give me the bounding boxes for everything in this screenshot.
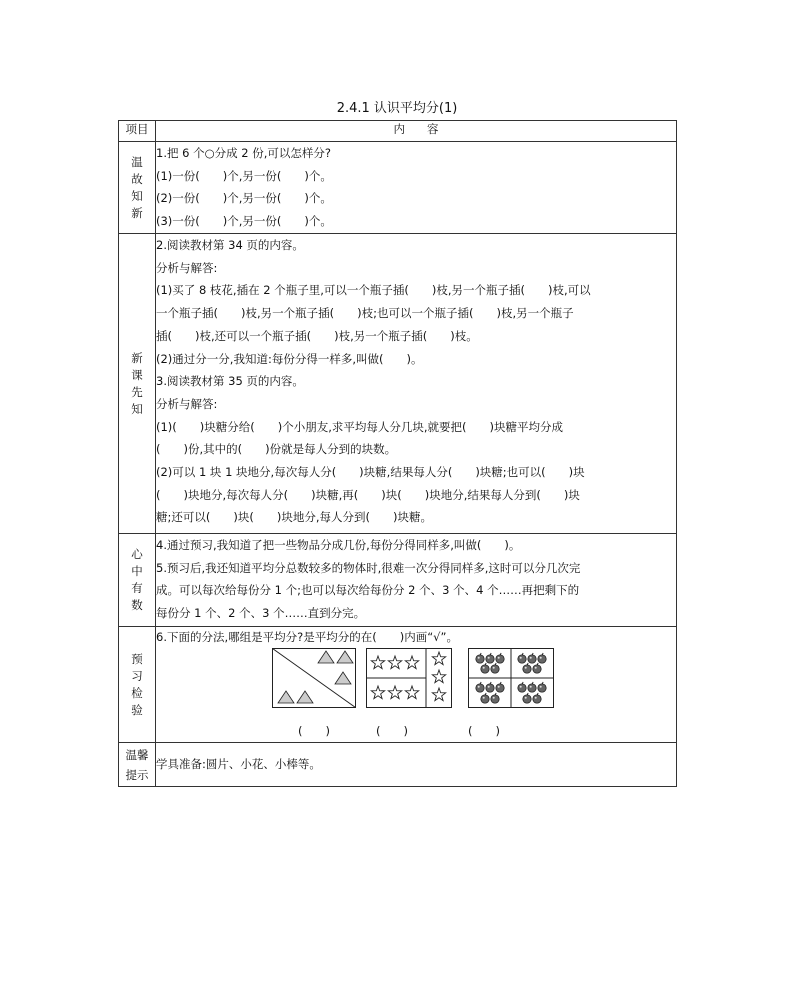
section-label: 新课先知 [131,350,143,416]
text-line: 学具准备:圆片、小花、小棒等。 [156,757,321,772]
section-label: 预习检验 [131,651,143,717]
text-line: 3.阅读教材第 35 页的内容。 [156,374,304,389]
section-label: 温馨提示 [125,747,149,782]
text-line: 分析与解答: [156,260,218,275]
section-check [119,627,677,743]
section-label: 温故知新 [131,154,143,220]
text-line: ( )块地分,每次每人分( )块糖,再( )块( )块地分,结果每人分到( )块 [156,487,580,502]
table-header-row [119,121,677,142]
text-line: 2.阅读教材第 34 页的内容。 [156,238,304,252]
text-line: 一个瓶子插( )枝,另一个瓶子插( )枝;也可以一个瓶子插( )枝,另一个瓶子 [156,306,574,321]
answer-blank-2[interactable]: ( ) [376,724,408,738]
text-line: 分析与解答: [156,396,218,411]
text-line: 每份分 1 个、2 个、3 个……直到分完。 [156,606,366,621]
text-line: 1.把 6 个○分成 2 份,可以怎样分? [156,146,332,160]
section-summary [119,534,677,627]
text-line: (3)一份( )个,另一份( )个。 [156,214,332,229]
section-label: 心中有数 [131,547,143,612]
text-line: (1)买了 8 枝花,插在 2 个瓶子里,可以一个瓶子插( )枝,另一个瓶子插( )枝,可以 [156,283,591,298]
text-line: 6.下面的分法,哪组是平均分?是平均分的在( )内画“√”。 [156,630,458,644]
text-line: 4.通过预习,我知道了把一些物品分成几份,每份分得同样多,叫做( )。 [156,538,521,552]
header-content-label: 内容 [156,121,677,142]
page-title: 2.4.1 认识平均分(1) [336,101,458,116]
text-line: 成。可以每次给每份分 1 个;也可以每次给每份分 2 个、3 个、4 个……再把剩下的 [156,583,580,598]
text-line: (2)一份( )个,另一份( )个。 [156,191,332,206]
text-line: 插( )枝,还可以一个瓶子插( )枝,另一个瓶子插( )枝。 [156,328,478,343]
text-line: ( )份,其中的( )份就是每人分到的块数。 [156,442,397,457]
triangles-figure [272,648,356,708]
section-tips [119,743,677,787]
stars-figure [366,648,452,708]
figures-row [156,647,676,742]
text-line: (1)一份( )个,另一份( )个。 [156,168,332,183]
fruits-figure [468,648,554,708]
text-line: (1)( )块糖分给( )个小朋友,求平均每人分几块,就要把( )块糖平均分成 [156,419,564,434]
answer-blank-3[interactable]: ( ) [468,724,500,738]
text-line: 5.预习后,我还知道平均分总数较多的物体时,很难一次分得同样多,这时可以分几次完 [156,560,581,575]
answer-blank-1[interactable]: ( ) [298,724,330,738]
worksheet-table [118,120,677,787]
text-line: 糖;还可以( )块( )块地分,每人分到( )块糖。 [156,510,432,525]
text-line: (2)可以 1 块 1 块地分,每次每人分( )块糖,结果每人分( )块糖;也可以( )块 [156,465,585,480]
section-review [119,142,677,234]
text-line: (2)通过分一分,我知道:每份分得一样多,叫做( )。 [156,351,423,366]
header-item-label: 项目 [119,121,156,142]
section-preview [119,234,677,534]
